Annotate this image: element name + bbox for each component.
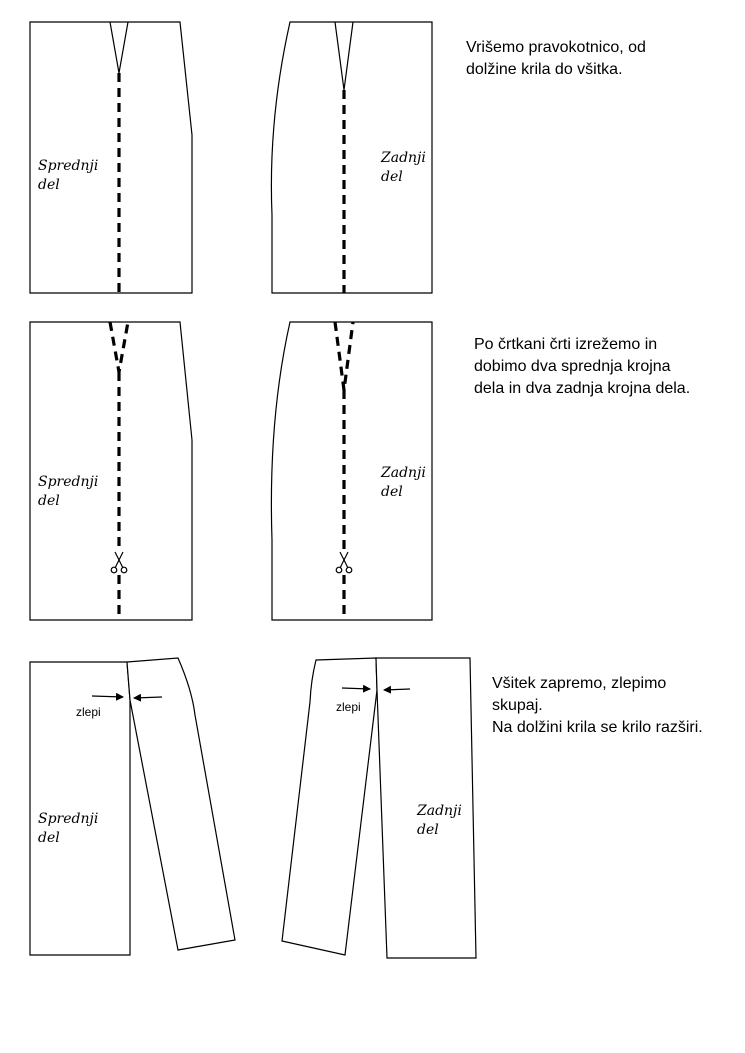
instruction-line: dolžine krila do všitka. — [466, 61, 623, 78]
instruction-line: Všitek zapremo, zlepimo — [492, 675, 667, 692]
row3-back-pieces — [282, 658, 476, 958]
instruction-line: Po črtkani črti izrežemo in — [474, 336, 658, 353]
back-label-1: Zadnji — [381, 465, 426, 481]
back-label-2: del — [417, 822, 439, 838]
back-label-1: Zadnji — [381, 150, 426, 166]
glue-label: zlepi — [336, 700, 361, 714]
row1-front-piece — [30, 22, 192, 293]
row2-back-piece — [271, 322, 432, 620]
row3-front-pieces — [30, 658, 235, 955]
instruction-line: skupaj. — [492, 697, 543, 714]
back-label-1: Zadnji — [417, 803, 462, 819]
front-label-1: Sprednji — [38, 158, 99, 174]
row2-front-piece — [30, 322, 192, 620]
instruction-line: dela in dva zadnja krojna dela. — [474, 380, 691, 397]
instruction-step-2 — [474, 334, 690, 400]
front-label-1: Sprednji — [38, 811, 99, 827]
back-label-2: del — [381, 169, 403, 185]
front-label-2: del — [38, 493, 60, 509]
front-label-2: del — [38, 177, 60, 193]
instruction-line: dobimo dva sprednja krojna — [474, 358, 671, 375]
instruction-step-1 — [466, 37, 646, 81]
back-label-2: del — [381, 484, 403, 500]
instruction-line: Vrišemo pravokotnico, od — [466, 39, 646, 56]
glue-label: zlepi — [76, 705, 101, 719]
row1-back-piece — [271, 22, 432, 293]
instruction-step-3 — [492, 673, 703, 739]
front-label-1: Sprednji — [38, 474, 99, 490]
instruction-line: Na dolžini krila se krilo razširi. — [492, 719, 703, 736]
front-label-2: del — [38, 830, 60, 846]
